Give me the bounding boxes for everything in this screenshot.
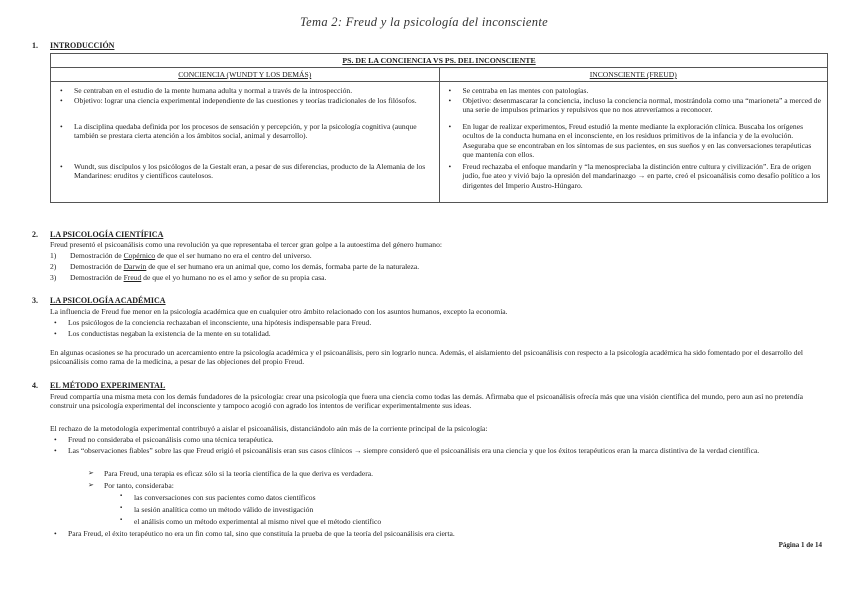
s2-intro: Freud presentó el psicoanálisis como una revolución ya que representaba el tercer gran golpe a la autoestima del género humano: xyxy=(50,240,442,249)
section-heading-3: 3. LA PSICOLOGÍA ACADÉMICA xyxy=(32,296,166,305)
arrow-item: ➢ Para Freud, una terapia es eficaz sólo si la teoría científica de la que deriva es verdadera. xyxy=(88,469,373,478)
s3-paragraph: En algunas ocasiones se ha procurado un acercamiento entre la psicología académica y el psicoanálisis, pero sin lograrlo nunca. Además, el aislamiento del psicoanálisis con respecto a la psicología académica ha sido fomentado por el desarrollo del psicoanálisis como rama de la medicina, a pesar de las objeciones del propio Freud. xyxy=(50,348,803,367)
list-item: 2) Demostración de Darwin de que el ser humano era un animal que, como los demás, formaba parte de la naturaleza. xyxy=(50,262,420,271)
list-item: 1) Demostración de Copérnico de que el ser humano no era el centro del universo. xyxy=(50,251,312,260)
page-title: Tema 2: Freud y la psicología del inconsciente xyxy=(300,15,548,29)
list-item: • Los conductistas negaban la existencia de la mente en su totalidad. xyxy=(54,329,838,338)
sub-item: ▪ el análisis como un método experimental al mismo nivel que el método científico xyxy=(120,517,381,526)
arrow-item: ➢ Por tanto, consideraba: xyxy=(88,481,174,490)
list-item: 3) Demostración de Freud de que el yo humano no es el amo y señor de su propia casa. xyxy=(50,273,327,282)
list-item: • Objetivo: desenmascarar la conciencia, incluso la conciencia normal, mostrándola como una “marioneta” a merced de una serie de impulsos primarios y repulsivos que no nos atreveríamos a reconocer. xyxy=(449,96,822,115)
s4-paragraph: El rechazo de la metodología experimental contribuyó a aislar el psicoanálisis, distanciándolo aún más de la corriente principal de la psicología: xyxy=(50,424,488,433)
section-heading-1: 1. INTRODUCCIÓN xyxy=(32,41,115,50)
inconsciente-cell xyxy=(439,82,828,203)
list-item: • Las “observaciones fiables” sobre las que Freud erigió el psicoanálisis eran sus casos clínicos → siempre consideró que el psicoanálisis era una ciencia y que los éxitos terapéuticos eran la marca distintiva de la verdad científica. xyxy=(54,446,838,455)
s4-intro: Freud compartía una misma meta con los demás fundadores de la psicología: crear una psicología que fuera una ciencia como todas las demás. Afirmaba que el psicoanálisis ofrecía más que una visión científica del mundo, pero aun así no pretendía construir una psicología experimental del inconsciente y tampoco acogió con agrado los intentos de verificar experimentalmente sus ideas. xyxy=(50,392,804,411)
column-header-conciencia: CONCIENCIA (WUNDT Y LOS DEMÁS) xyxy=(51,68,440,82)
list-item: • La disciplina quedaba definida por los procesos de sensación y percepción, y por la psicología cognitiva (aunque también se prestara cierta atención a los ámbitos social, animal y desarrollo). xyxy=(60,122,433,141)
list-item: • En lugar de realizar experimentos, Freud estudió la mente mediante la exploración clínica. Buscaba los orígenes ocultos de la conducta humana en el inconsciente, en los residuos primitivos de la infancia y de la evolución. Aseguraba que se encontraban en los síntomas de sus pacientes, en sus sueños y en las conversaciones terapéuticas que mantenía con ellos. xyxy=(449,122,822,160)
list-item: • Para Freud, el éxito terapéutico no era un fin como tal, sino que constituía la prueba de que la teoría del psicoanálisis era cierta. xyxy=(54,529,838,538)
page-number: Página 1 de 14 xyxy=(778,541,822,549)
list-item: • Objetivo: lograr una ciencia experimental independiente de las cuestiones y teorías tradicionales de los filósofos. xyxy=(60,96,433,105)
conciencia-cell xyxy=(51,82,440,203)
sub-item: ▪ la sesión analítica como un método válido de investigación xyxy=(120,505,313,514)
list-item: • Los psicólogos de la conciencia rechazaban el inconsciente, una hipótesis indispensable para Freud. xyxy=(54,318,838,327)
column-header-inconsciente: INCONSCIENTE (FREUD) xyxy=(439,68,828,82)
table-header: PS. DE LA CONCIENCIA VS PS. DEL INCONSCIENTE xyxy=(51,54,828,68)
section-heading-4: 4. EL MÉTODO EXPERIMENTAL xyxy=(32,381,166,390)
sub-item: ▪ las conversaciones con sus pacientes como datos científicos xyxy=(120,493,316,502)
s3-intro: La influencia de Freud fue menor en la psicología académica que en cualquier otro ámbito relacionado con los asuntos humanos, excepto la economía. xyxy=(50,307,508,316)
list-item: • Wundt, sus discípulos y los psicólogos de la Gestalt eran, a pesar de sus diferencias, producto de la Alemania de los Mandarines: eruditos y científicos cautelosos. xyxy=(60,162,433,181)
comparison-table xyxy=(50,53,828,203)
list-item: • Freud rechazaba el enfoque mandarín y “la menospreciaba la distinción entre cultura y civilización”. Era de origen judío, fue ateo y vivió bajo la opresión del mandarinazgo → en parte, creó el psicoanálisis como desafío político a los dirigentes del Imperio Austro-Húngaro. xyxy=(449,162,822,190)
list-item: • Freud no consideraba el psicoanálisis como una técnica terapéutica. xyxy=(54,435,838,444)
list-item: • Se centraba en las mentes con patologías. xyxy=(449,86,822,95)
section-heading-2: 2. LA PSICOLOGÍA CIENTÍFICA xyxy=(32,230,164,239)
list-item: • Se centraban en el estudio de la mente humana adulta y normal a través de la introspección. xyxy=(60,86,433,95)
